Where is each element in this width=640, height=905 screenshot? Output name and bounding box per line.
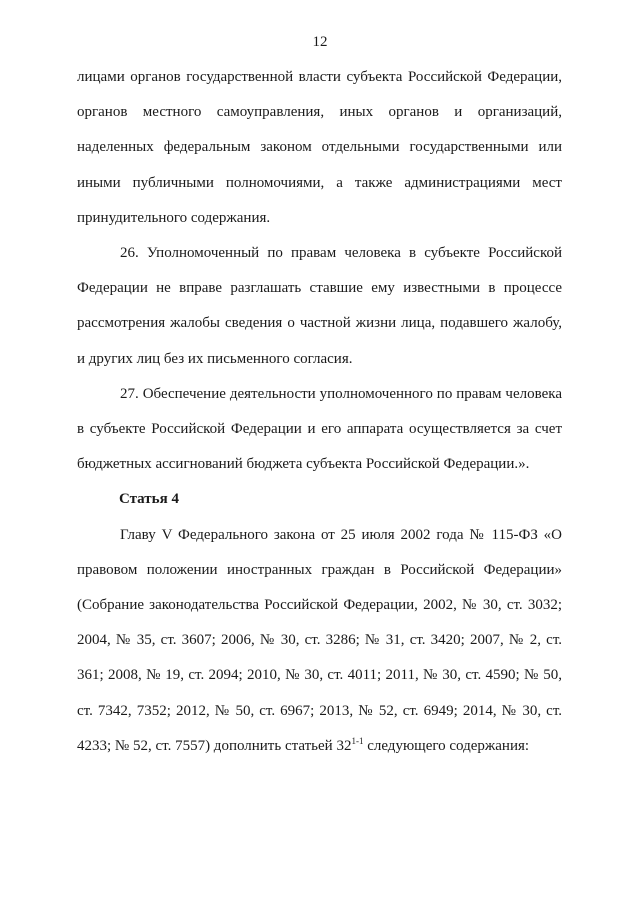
page-number: 12 [312,34,328,50]
paragraph-item-27: 27. Обеспечение деятельности уполномоченного по правам человека в субъекте Российской Федерации и его аппарата осуществляется за счет бюджетных ассигнований бюджета субъекта Российской Федерации.». [77,385,562,473]
article-heading: Статья 4 [119,491,179,508]
paragraph-article-4-tail: следующего содержания: [363,737,530,754]
document-body [77,60,562,764]
paragraph-item-26: 26. Уполномоченный по правам человека в субъекте Российской Федерации не вправе разглашать ставшие ему известными в процессе рассмотрения жалобы сведения о частной жизни лица, подавшего жалобу, и других лиц без их письменного согласия. [77,245,562,367]
paragraph-article-4 [77,518,562,764]
article-superscript: 1-1 [351,735,364,746]
paragraph-continuation: лицами органов государственной власти субъекта Российской Федерации, органов местного самоуправления, иных органов и организаций, наделенных федеральным законом отдельными государственными или иными публичными полномочиями, а также администрациями мест принудительного содержания. [77,69,562,226]
paragraph-article-4-text: Главу V Федерального закона от 25 июля 2002 года № 115-ФЗ «О правовом положении иностранных граждан в Российской Федерации» (Собрание законодательства Российской Федерации, 2002, № 30, ст. 3032; 2004, № 35, ст. 3607; 2006, № 30, ст. 3286; № 31, ст. 3420; 2007, № 2, ст. 361; 2008, № 19, ст. 2094; 2010, № 30, ст. 4011; 2011, № 30, ст. 4590; № 50, ст. 7342, 7352; 2012, № 50, ст. 6967; 2013, № 52, ст. 6949; 2014, № 30, ст. 4233; № 52, ст. 7557) дополнить статьей 32 [77,526,562,754]
